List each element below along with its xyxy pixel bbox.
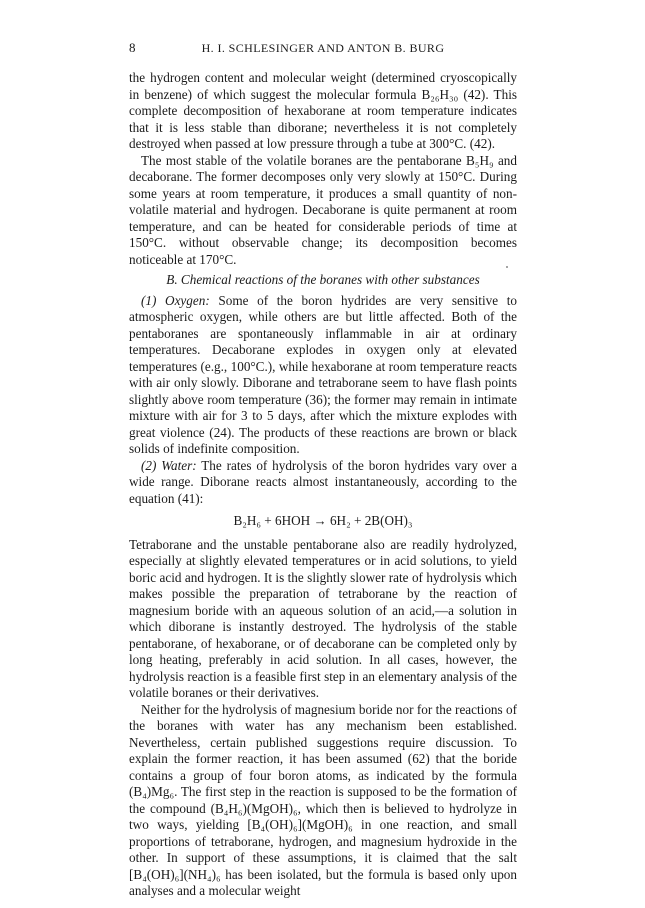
water-text: The rates of hydrolysis of the boron hydrides vary over a wide range. Diborane reacts almost instantaneously, according to the equation (41):: [129, 457, 517, 506]
paragraph-oxygen: [129, 293, 517, 458]
water-label: (2) Water:: [141, 457, 197, 473]
body-text: [129, 70, 517, 900]
paragraph-hexaborane-stability: the hydrogen content and molecular weight (determined cryoscopically in benzene) of which suggest the molecular formula B₂₆H₃₀ (42). This complete decomposition of hexaborane at room temperature indicates that it is less stable than diborane; nevertheless it is not completely destroyed when passed at low pressure through a tube at 300°C. (42).: [129, 70, 517, 151]
paragraph-pentaborane-decaborane: The most stable of the volatile boranes are the pentaborane B₅H₉ and decaborane. The former decomposes only very slowly at 150°C. During some years at room temperature, it produces a small quantity of non-volatile material and hydrogen. Decaborane is quite permanent at room temperature, and can be heated for considerable periods of time at 150°C. without observable change; its decomposition becomes noticeable at 170°C.: [129, 152, 517, 267]
hydrolysis-equation: B₂H₆ + 6HOH → 6H₂ + 2B(OH)₃: [233, 513, 413, 528]
paragraph-mechanism: Neither for the hydrolysis of magnesium boride nor for the reactions of the boranes with water has any mechanism been established. Nevertheless, certain published suggestions require discussion. To explain the former reaction, it has been assumed (62) that the boride contains a group of four boron atoms, as indicated by the formula (B₄)Mg₆. The first step in the reaction is supposed to be the formation of the compound (B₄H₆)(MgOH)₆, which then is believed to hydrolyze in two ways, yielding [B₄(OH)₆](MgOH)₆ in one reaction, and small proportions of tetraborane, hydrogen, and magnesium hydroxide in the other. In support of these assumptions, it is claimed that the salt [B₄(OH)₆](NH₄)₆ has been isolated, but the formula is based only upon analyses and a molecular weight: [129, 701, 517, 898]
oxygen-text: Some of the boron hydrides are very sensitive to atmospheric oxygen, while others are but little affected. Both of the pentaboranes are spontaneously inflammable in air at ordinary temperatures. Decaborane explodes in oxygen only at elevated temperatures (e.g., 100°C.), while hexaborane at room temperature reacts with air only slowly. Diborane and tetraborane seem to have flash points slightly above room temperature (36); the former may remain in intimate mixture with air for 3 to 5 days, after which the mixture explodes with great violence (24). The products of these reactions are brown or black solids of indefinite composition.: [129, 292, 517, 456]
paragraph-water: [129, 458, 517, 508]
page-number: 8: [129, 40, 136, 55]
running-head: [129, 40, 517, 58]
section-heading: B. Chemical reactions of the boranes with other substances: [166, 272, 480, 287]
scan-speck: [506, 266, 508, 268]
paragraph-tetraborane-hydrolysis: Tetraborane and the unstable pentaborane also are readily hydrolyzed, especially at slightly elevated temperatures or in acid solutions, to yield boric acid and hydrogen. It is the slightly slower rate of hydrolysis which makes possible the preparation of tetraborane by the reaction of magnesium boride with an aqueous solution of an acid,—a solution in which diborane is instantly destroyed. The hydrolysis of the stable pentaborane, of hexaborane, or of decaborane can be completed only by long heating, preferably in acid solution. In all cases, however, the hydrolysis reaction is a feasible first step in an elementary analysis of the volatile boranes or their derivatives.: [129, 536, 517, 700]
oxygen-label: (1) Oxygen:: [141, 292, 210, 308]
running-head-authors: H. I. SCHLESINGER AND ANTON B. BURG: [201, 41, 445, 55]
